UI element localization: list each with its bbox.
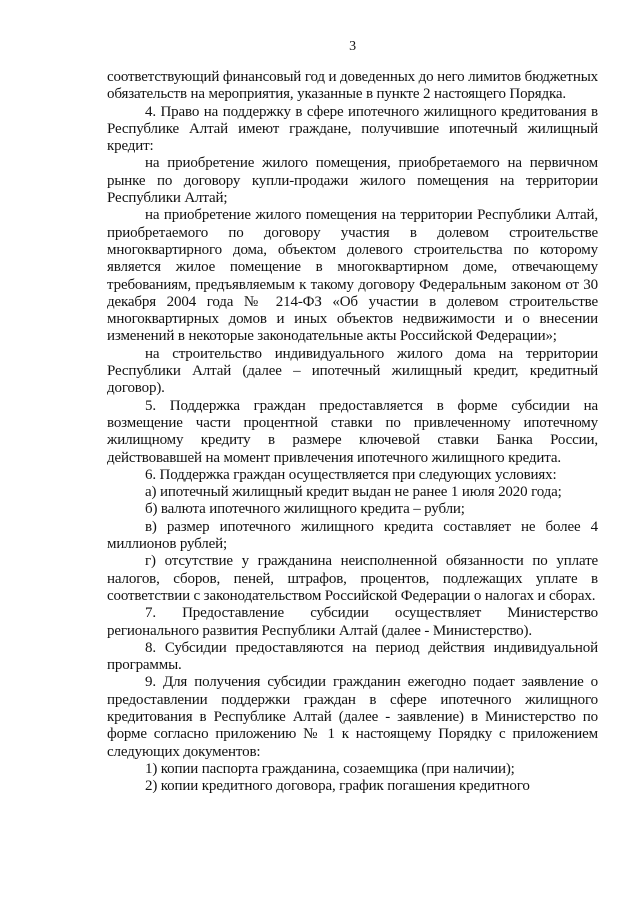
paragraph-condition-a: а) ипотечный жилищный кредит выдан не ранее 1 июля 2020 года; — [145, 484, 562, 501]
document-body — [107, 69, 598, 795]
paragraph-item-6: 6. Поддержка граждан осуществляется при следующих условиях: — [145, 466, 557, 483]
paragraph-item-5: 5. Поддержка граждан предоставляется в форме субсидии на возмещение части процентной ставки по привлеченному ипотечному жилищному кредиту в размере ключевой ставки Банка России, действовавшей на момент привлечения ипотечного жилищного кредита. — [107, 397, 598, 466]
paragraph-shared-construction: на приобретение жилого помещения на территории Республики Алтай, приобретаемого по договору участия в долевом строительстве многоквартирного дома, объектом долевого строительства по которому является жилое помещение в многоквартирном доме, отвечающему требованиям, предъявляемым к такому договору Федеральным законом от 30 декабря 2004 года № 214-ФЗ «Об участии в долевом строительстве многоквартирных домов и иных объектов недвижимости и о внесении изменений в некоторые законодательные акты Российской Федерации»; — [107, 207, 598, 345]
paragraph-doc-2: 2) копии кредитного договора, график погашения кредитного — [145, 778, 530, 795]
paragraph-condition-g: г) отсутствие у гражданина неисполненной обязанности по уплате налогов, сборов, пеней, штрафов, процентов, подлежащих уплате в соответствии с законодательством Российской Федерации о налогах и сборах. — [107, 553, 598, 604]
paragraph-primary-market: на приобретение жилого помещения, приобретаемого на первичном рынке по договору купли-продажи жилого помещения на территории Республики Алтай; — [107, 155, 598, 207]
paragraph-item-7: 7. Предоставление субсидии осуществляет Министерство регионального развития Республики Алтай (далее - Министерство). — [107, 605, 598, 639]
paragraph-continuation: соответствующий финансовый год и доведенных до него лимитов бюджетных обязательств на мероприятия, указанные в пункте 2 настоящего Порядка. — [107, 69, 598, 103]
paragraph-doc-1: 1) копии паспорта гражданина, созаемщика (при наличии); — [145, 760, 515, 777]
paragraph-condition-v: в) размер ипотечного жилищного кредита составляет не более 4 миллионов рублей; — [107, 518, 598, 553]
paragraph-item-8: 8. Субсидии предоставляются на период действия индивидуальной программы. — [107, 639, 598, 674]
paragraph-condition-b: б) валюта ипотечного жилищного кредита – рубли; — [145, 501, 465, 518]
paragraph-item-4: 4. Право на поддержку в сфере ипотечного жилищного кредитования в Республике Алтай имеют граждане, получившие ипотечный жилищный кредит: — [107, 103, 598, 155]
paragraph-individual-house: на строительство индивидуального жилого дома на территории Республики Алтай (далее – ипотечный жилищный кредит, кредитный договор). — [107, 345, 598, 397]
paragraph-item-9: 9. Для получения субсидии гражданин ежегодно подает заявление о предоставлении поддержки граждан в сфере ипотечного жилищного кредитования в Республике Алтай (далее - заявление) в Министерство по форме согласно приложению № 1 к настоящему Порядку с приложением следующих документов: — [107, 674, 598, 760]
page-number: 3 — [349, 39, 356, 54]
